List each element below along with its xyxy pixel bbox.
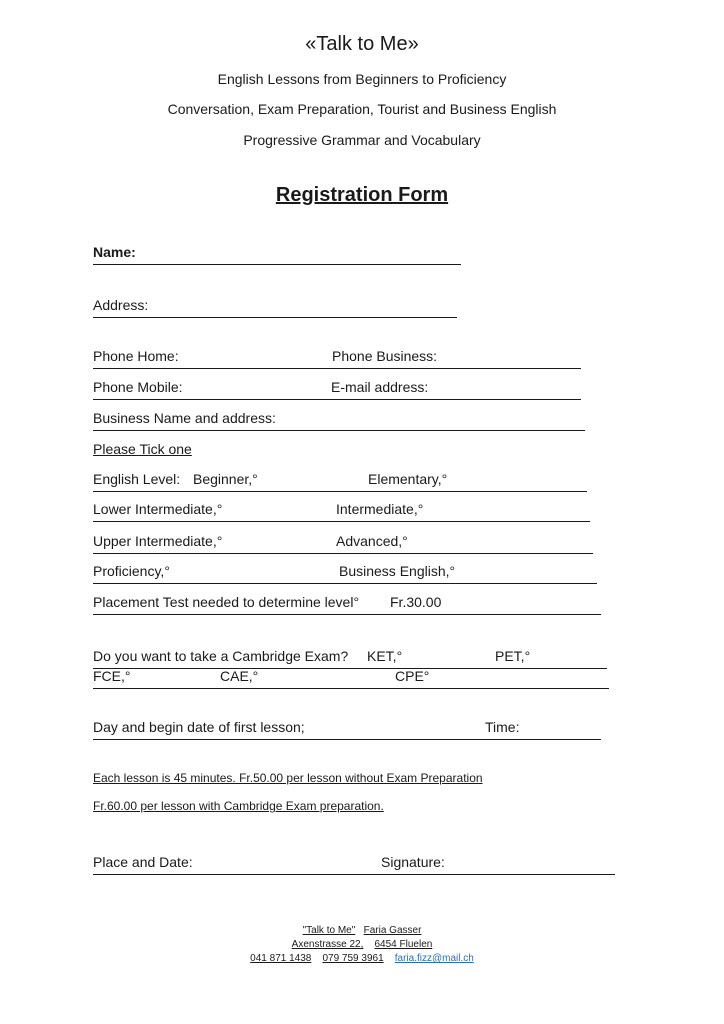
cambridge-levels-row (93, 666, 609, 689)
footer-phone-2: 079 759 3961 (322, 953, 384, 964)
mobile-email-row[interactable] (93, 377, 581, 400)
first-lesson-row[interactable] (93, 717, 601, 740)
tagline-conversation: Conversation, Exam Preparation, Tourist and Business English (167, 101, 557, 117)
footer-phone-1: 041 871 1438 (250, 953, 312, 964)
footer-city: 6454 Fluelen (374, 939, 433, 950)
phone-row[interactable] (93, 346, 581, 369)
fce-option[interactable]: FCE,° (93, 668, 131, 684)
name-label: Name: (93, 244, 136, 260)
proficiency-option[interactable]: Proficiency,° (93, 563, 170, 579)
address-field[interactable] (93, 295, 457, 318)
ket-option[interactable]: KET,° (367, 648, 403, 664)
upper-intermediate-row (93, 531, 593, 554)
form-title: Registration Form (275, 184, 449, 206)
tagline-lessons: English Lessons from Beginners to Proficiency (217, 71, 507, 87)
time-label: Time: (485, 719, 520, 735)
pet-option[interactable]: PET,° (495, 648, 531, 664)
footer-line-3 (0, 953, 724, 964)
business-label: Business Name and address: (93, 410, 276, 426)
place-date-label: Place and Date: (93, 854, 193, 870)
phone-business-label: Phone Business: (332, 348, 438, 364)
phone-home-label: Phone Home: (93, 348, 179, 364)
lower-intermediate-option[interactable]: Lower Intermediate,° (93, 501, 223, 517)
business-english-option[interactable]: Business English,° (339, 563, 456, 579)
price-note-2: Fr.60.00 per lesson with Cambridge Exam preparation. (93, 799, 384, 813)
address-label: Address: (93, 297, 149, 313)
intermediate-row (93, 499, 590, 522)
footer-street: Axenstrasse 22, (291, 939, 364, 950)
upper-intermediate-option[interactable]: Upper Intermediate,° (93, 533, 223, 549)
name-field[interactable] (93, 242, 461, 265)
brand-title: «Talk to Me» (305, 33, 419, 55)
placement-row (93, 592, 601, 615)
cambridge-question: Do you want to take a Cambridge Exam? (93, 648, 349, 664)
beginner-option[interactable]: Beginner,° (193, 471, 258, 487)
english-level-row (93, 469, 587, 492)
signature-label: Signature: (381, 854, 445, 870)
footer-brand: "Talk to Me" (302, 925, 356, 936)
footer-line-2 (0, 939, 724, 950)
advanced-option[interactable]: Advanced,° (336, 533, 408, 549)
footer-email-link[interactable]: faria.fizz@mail.ch (394, 953, 474, 964)
email-label: E-mail address: (331, 379, 429, 395)
english-level-label: English Level: (93, 471, 181, 487)
footer-person: Faria Gasser (363, 925, 422, 936)
tagline-grammar: Progressive Grammar and Vocabulary (243, 132, 481, 148)
day-date-label: Day and begin date of first lesson; (93, 719, 305, 735)
cpe-option[interactable]: CPE° (395, 668, 430, 684)
cae-option[interactable]: CAE,° (220, 668, 259, 684)
signature-row[interactable] (93, 852, 615, 875)
proficiency-row (93, 561, 597, 584)
business-field[interactable] (93, 408, 585, 431)
tick-one-label: Please Tick one (93, 441, 192, 457)
intermediate-option[interactable]: Intermediate,° (336, 501, 424, 517)
elementary-option[interactable]: Elementary,° (368, 471, 448, 487)
phone-mobile-label: Phone Mobile: (93, 379, 183, 395)
footer-line-1 (0, 925, 724, 936)
placement-test-option[interactable]: Placement Test needed to determine level° (93, 594, 360, 610)
placement-price: Fr.30.00 (390, 594, 442, 610)
price-note-1: Each lesson is 45 minutes. Fr.50.00 per lesson without Exam Preparation (93, 771, 483, 785)
